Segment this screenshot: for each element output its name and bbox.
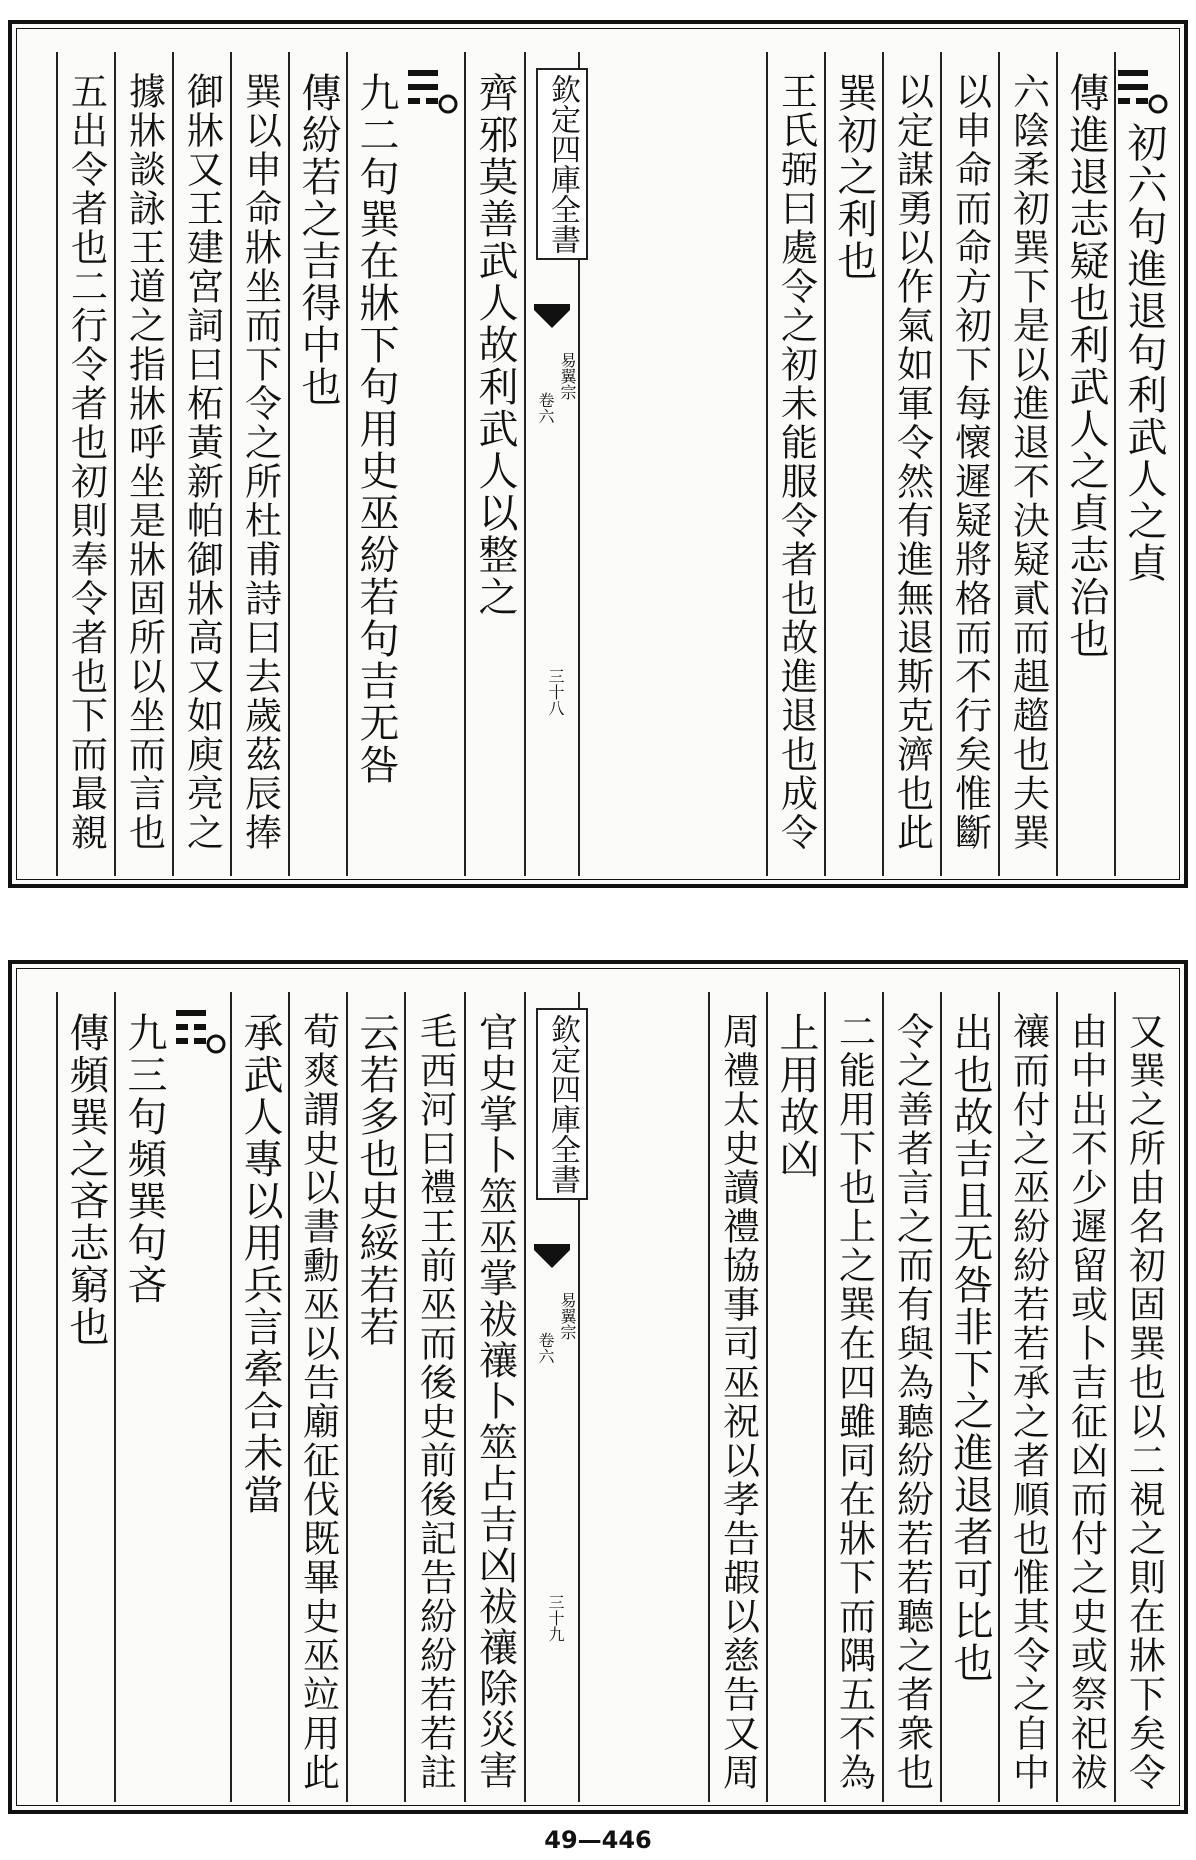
text-column <box>1114 52 1172 876</box>
column-text: 五出令者也二行令者也初則奉令者也下而最親 <box>64 72 108 852</box>
column-text: 令之善者言之而有與為聽紛紛若若聽之者衆也 <box>890 1012 934 1792</box>
text-column <box>708 992 766 1802</box>
text-column <box>404 992 464 1802</box>
page-number: 49—446 <box>544 1826 652 1854</box>
column-text: 禳而付之巫紛紛若若承之者順也惟其令之自中 <box>1006 1012 1050 1792</box>
text-column <box>56 52 114 876</box>
text-column <box>464 992 524 1802</box>
column-text: 荀爽謂史以書勳巫以告廟征伐既畢史巫竝用此 <box>296 1012 340 1792</box>
text-column <box>114 52 172 876</box>
text-column <box>766 992 824 1802</box>
column-text: 傳進退志疑也利武人之貞志治也 <box>1063 72 1109 660</box>
column-text: 九三句頻巽句吝 <box>121 1012 167 1306</box>
trigram-mark-icon <box>172 1004 228 1074</box>
column-text: 初六句進退句利武人之貞 <box>1121 122 1167 584</box>
volume-label: 卷六 <box>536 1332 555 1364</box>
column-text: 由中出不少遲留或卜吉征凶而付之史或祭祀祓 <box>1064 1012 1108 1792</box>
column-text: 據牀談詠王道之指牀呼坐是牀固所以坐而言也 <box>122 72 166 852</box>
column-text: 周禮太史讀禮協事司巫祝以孝告嘏以慈告又周 <box>716 1012 760 1792</box>
book-name: 易翼宗 <box>558 1292 577 1340</box>
column-text: 九二句巽在牀下句用史巫紛若句吉无咎 <box>353 72 399 786</box>
text-column <box>1114 992 1172 1802</box>
fish-tail-mark-icon <box>532 302 572 330</box>
text-column <box>56 992 114 1802</box>
column-text: 傳頻巽之吝志窮也 <box>63 1012 109 1348</box>
text-column <box>114 992 172 1802</box>
volume-label: 卷六 <box>536 392 555 424</box>
column-text: 巽以申命牀坐而下令之所杜甫詩曰去歲茲辰捧 <box>238 72 282 852</box>
text-column <box>288 992 346 1802</box>
column-text: 又巽之所由名初固巽也以二視之則在牀下矣令 <box>1122 1012 1166 1792</box>
column-text: 上用故凶 <box>773 1012 819 1180</box>
fish-tail-mark-icon <box>532 1242 572 1270</box>
book-title: 欽定四庫全書 <box>536 68 588 260</box>
column-text: 御牀又王建宮詞曰柘黃新帕御牀高又如庾亮之 <box>180 72 224 852</box>
column-text: 承武人專以用兵言牽合未當 <box>237 1012 283 1516</box>
text-column <box>230 52 288 876</box>
text-column <box>1056 52 1114 876</box>
column-text: 以定謀勇以作氣如軍令然有進無退斯克濟也此 <box>890 72 934 852</box>
column-text: 王氏弼曰處令之初未能服令者也故進退也成令 <box>774 72 818 852</box>
center-fold-column <box>524 52 580 876</box>
text-column <box>172 52 230 876</box>
folio-number: 三十九 <box>546 1594 565 1642</box>
column-text: 傳紛若之吉得中也 <box>295 72 341 408</box>
text-column <box>824 52 882 876</box>
column-text: 出也故吉且无咎非下之進退者可比也 <box>947 1012 993 1684</box>
text-column <box>346 992 404 1802</box>
folio-number: 三十八 <box>546 668 565 716</box>
column-text: 云若多也史綏若若 <box>353 1012 399 1348</box>
trigram-mark-icon <box>404 64 460 134</box>
text-column <box>998 52 1056 876</box>
center-fold-column <box>524 992 580 1802</box>
text-column <box>940 992 998 1802</box>
column-text: 二能用下也上之巽在四雖同在牀下而隅五不為 <box>832 1012 876 1792</box>
column-text: 六陰柔初巽下是以進退不決疑貳而趄趦也夫巽 <box>1006 72 1050 852</box>
column-text: 巽初之利也 <box>831 72 877 282</box>
column-text: 毛西河曰禮王前巫而後史前後記告紛紛若若註 <box>413 1012 457 1792</box>
text-column <box>766 52 824 876</box>
text-column <box>882 52 940 876</box>
text-column <box>1056 992 1114 1802</box>
text-column <box>346 52 404 876</box>
column-text: 以申命而命方初下每懷遲疑將格而不行矣惟斷 <box>948 72 992 852</box>
text-column <box>824 992 882 1802</box>
text-column <box>230 992 288 1802</box>
column-text: 官史掌卜筮巫掌祓禳卜筮占吉凶祓禳除災害 <box>472 1012 518 1791</box>
page-upper <box>8 20 1188 888</box>
column-text: 齊邪莫善武人故利武人以整之 <box>472 72 518 618</box>
book-title: 欽定四庫全書 <box>536 1008 588 1200</box>
text-column <box>464 52 524 876</box>
text-column <box>998 992 1056 1802</box>
book-name: 易翼宗 <box>558 352 577 400</box>
text-column <box>288 52 346 876</box>
text-column <box>882 992 940 1802</box>
page-lower <box>8 960 1188 1814</box>
text-column <box>940 52 998 876</box>
